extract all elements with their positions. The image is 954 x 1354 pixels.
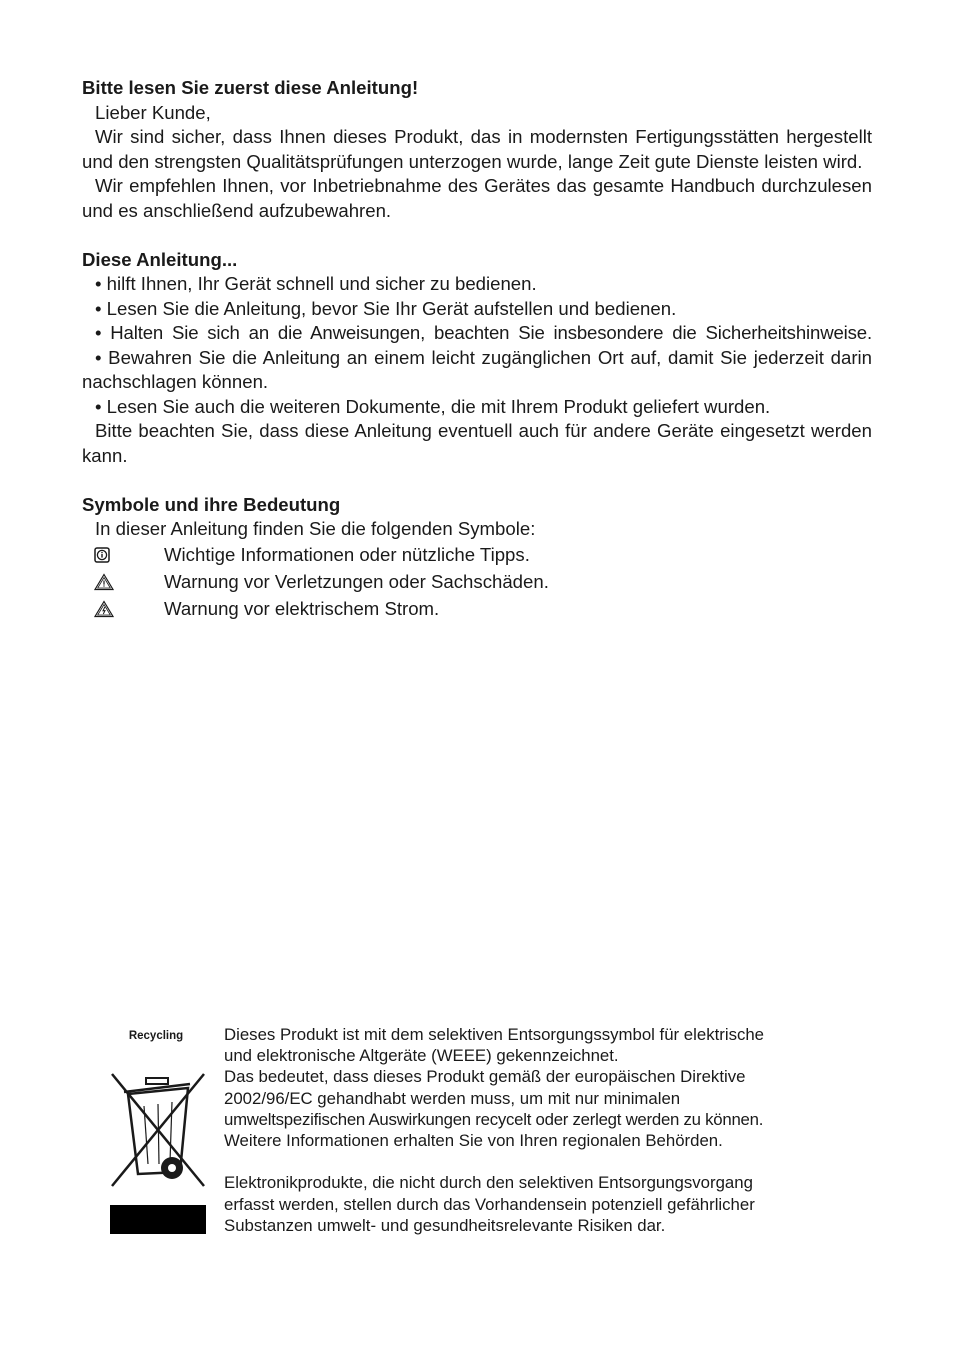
weee-line: erfasst werden, stellen durch das Vorhandensein potenziell gefährlicher [224, 1194, 755, 1214]
symbol-row-info [82, 542, 872, 569]
symbol-row-warning [82, 569, 872, 596]
weee-line: Elektronikprodukte, die nicht durch den selektiven Entsorgungsvorgang [224, 1173, 753, 1193]
bullet-item: • Bewahren Sie die Anleitung an einem leicht zugänglichen Ort auf, damit Sie jederzeit darin nachschlagen können. [82, 346, 872, 392]
greeting: Lieber Kunde, [95, 101, 211, 123]
weee-line: und elektronische Altgeräte (WEEE) gekennzeichnet. [224, 1046, 619, 1066]
bullet-item: • Halten Sie sich an die Anweisungen, beachten Sie insbesondere die Sicherheitshinweise. [95, 322, 872, 343]
weee-line: 2002/96/EC gehandhabt werden muss, um mit nur minimalen [224, 1088, 681, 1108]
symbol-text: Wichtige Informationen oder nützliche Tipps. [164, 544, 530, 565]
manual-note: Bitte beachten Sie, dass diese Anleitung eventuell auch für andere Geräte eingesetzt werden kann. [82, 420, 872, 466]
manual-heading: Diese Anleitung... [82, 248, 238, 270]
intro-paragraph-1: Wir sind sicher, dass Ihnen dieses Produkt, das in modernsten Fertigungsstätten hergestellt und den strengsten Qualitätsprüfungen unterzogen wurde, lange Zeit gute Dienste leisten wird. [82, 126, 872, 172]
recycling-label: Recycling [128, 1030, 184, 1042]
warning-triangle-icon [82, 573, 164, 591]
weee-line: umweltspezifischen Auswirkungen recycelt oder zerlegt werden zu können. [224, 1109, 764, 1129]
symbols-intro: In dieser Anleitung finden Sie die folgenden Symbole: [95, 518, 536, 539]
weee-line: Substanzen umwelt- und gesundheitsrelevante Risiken dar. [224, 1215, 666, 1235]
weee-line: Weitere Informationen erhalten Sie von Ihren regionalen Behörden. [224, 1131, 723, 1151]
electric-warning-icon [82, 600, 164, 618]
weee-line: Das bedeutet, dass dieses Produkt gemäß der europäischen Direktive [224, 1067, 746, 1087]
bullet-item: • Lesen Sie die Anleitung, bevor Sie Ihr Gerät aufstellen und bedienen. [95, 297, 677, 319]
bullet-item: • hilft Ihnen, Ihr Gerät schnell und sicher zu bedienen. [95, 273, 537, 294]
recycling-block [108, 1024, 208, 1042]
recycling-bar [110, 1205, 206, 1234]
intro-paragraph-2: Wir empfehlen Ihnen, vor Inbetriebnahme des Gerätes das gesamte Handbuch durchzulesen und es anschließend aufzubewahren. [82, 175, 872, 221]
symbol-text: Warnung vor Verletzungen oder Sachschäden. [164, 571, 549, 592]
symbol-text: Warnung vor elektrischem Strom. [164, 598, 440, 619]
intro-heading: Bitte lesen Sie zuerst diese Anleitung! [82, 77, 419, 98]
weee-line: Dieses Produkt ist mit dem selektiven Entsorgungssymbol für elektrische [224, 1025, 765, 1044]
symbols-heading: Symbole und ihre Bedeutung [82, 493, 341, 515]
info-icon [82, 547, 164, 563]
symbol-row-electric [82, 596, 872, 623]
crossed-out-bin-icon [108, 1070, 208, 1198]
bullet-item: • Lesen Sie auch die weiteren Dokumente, die mit Ihrem Produkt geliefert wurden. [95, 395, 771, 417]
manual-page [82, 76, 872, 623]
weee-text [224, 1024, 824, 1236]
